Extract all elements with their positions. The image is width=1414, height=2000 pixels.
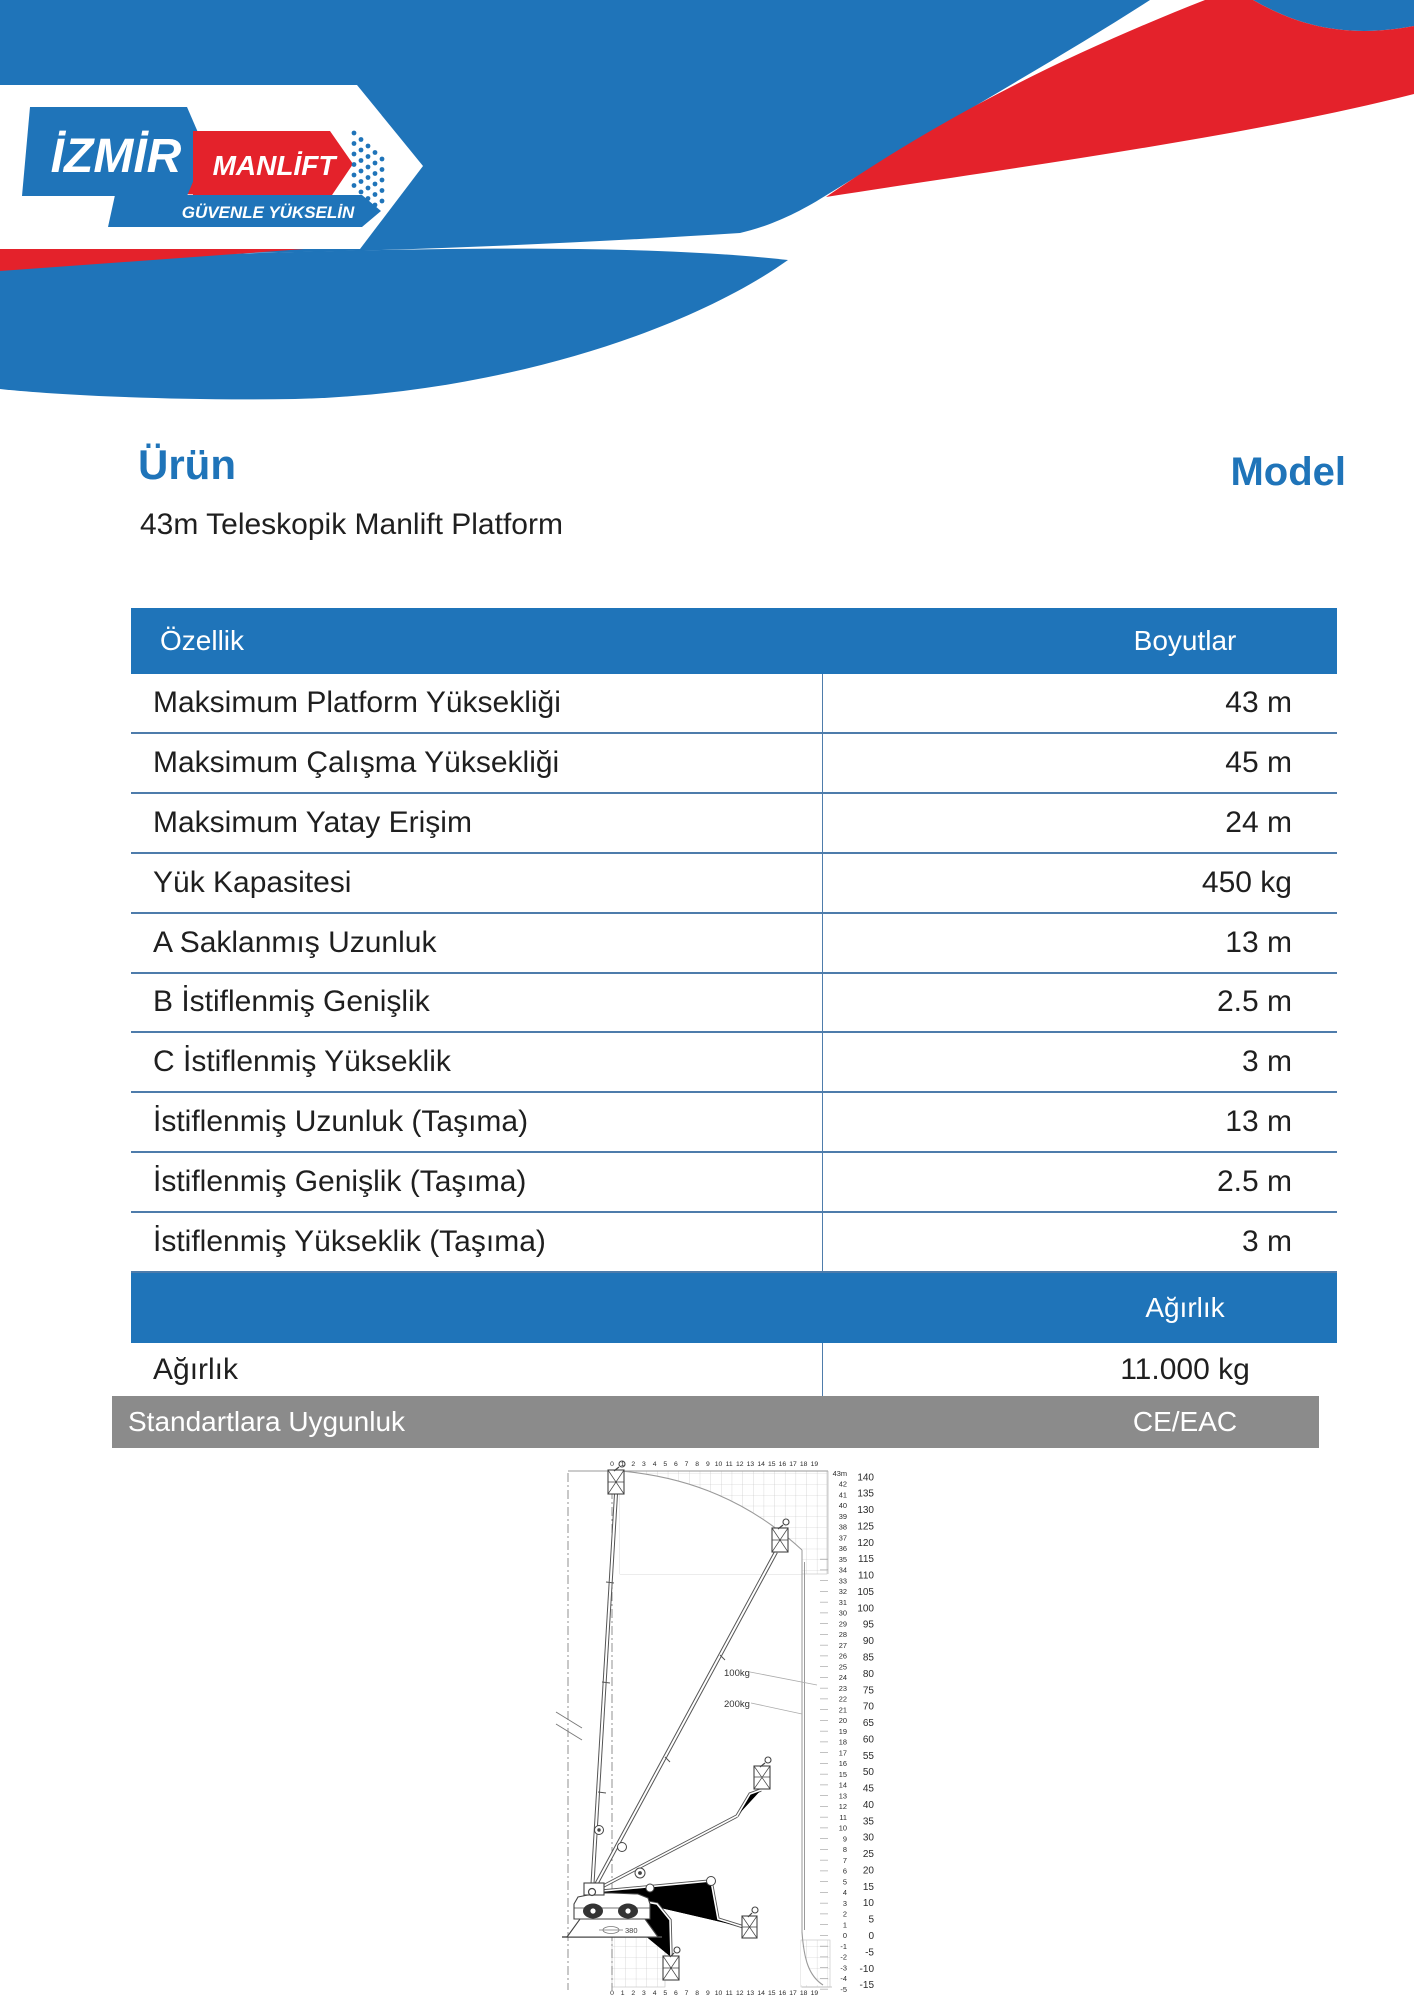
- bottom-ruler: [610, 1990, 818, 1997]
- svg-text:18: 18: [799, 1461, 808, 1468]
- svg-text:9: 9: [705, 1990, 710, 1997]
- svg-text:20: 20: [838, 1716, 847, 1726]
- envelope-vertical: [802, 1550, 805, 1932]
- row-label: Maksimum Platform Yüksekliği: [153, 685, 561, 719]
- row-value: 2.5 m: [1216, 985, 1292, 1019]
- svg-text:8: 8: [695, 1990, 700, 1997]
- column-divider-weight: [822, 1343, 823, 1396]
- svg-text:12: 12: [736, 1990, 744, 1997]
- svg-text:-10: -10: [859, 1963, 874, 1975]
- svg-text:10: 10: [862, 1898, 874, 1910]
- table-row: [131, 1033, 1337, 1093]
- svg-text:10: 10: [714, 1990, 723, 1997]
- column-divider: [822, 674, 823, 1273]
- row-value: 3 m: [1241, 1045, 1292, 1079]
- svg-text:40: 40: [862, 1799, 874, 1811]
- svg-text:90: 90: [862, 1636, 874, 1648]
- svg-text:6: 6: [674, 1990, 678, 1997]
- svg-text:34: 34: [838, 1565, 847, 1575]
- svg-text:35: 35: [838, 1554, 847, 1564]
- svg-text:21: 21: [838, 1705, 847, 1715]
- svg-text:37: 37: [838, 1533, 847, 1543]
- svg-text:3: 3: [642, 1461, 646, 1468]
- svg-text:115: 115: [858, 1554, 874, 1566]
- row-value: 45 m: [1225, 745, 1292, 779]
- svg-text:5: 5: [868, 1914, 874, 1926]
- svg-text:15: 15: [767, 1990, 776, 1997]
- svg-text:17: 17: [789, 1990, 797, 1997]
- svg-text:17: 17: [789, 1461, 797, 1468]
- svg-text:-5: -5: [865, 1947, 874, 1959]
- table-row: [131, 854, 1337, 914]
- row-value: 13 m: [1225, 925, 1292, 959]
- svg-text:135: 135: [857, 1488, 874, 1500]
- boom-diagonal: [592, 1552, 776, 1892]
- svg-text:16: 16: [778, 1461, 787, 1468]
- svg-text:15: 15: [838, 1769, 847, 1779]
- svg-text:100: 100: [857, 1603, 874, 1615]
- standards-label: Standartlara Uygunluk: [128, 1406, 406, 1437]
- working-envelope-diagram: [540, 1452, 880, 2000]
- svg-text:-5: -5: [840, 1984, 847, 1994]
- svg-text:75: 75: [862, 1685, 874, 1697]
- svg-text:12: 12: [736, 1461, 744, 1468]
- svg-text:45: 45: [862, 1783, 874, 1795]
- svg-text:0: 0: [610, 1461, 614, 1468]
- meter-scale: [833, 1469, 847, 1994]
- svg-text:-15: -15: [859, 1980, 874, 1992]
- svg-text:18: 18: [799, 1990, 808, 1997]
- svg-text:8: 8: [695, 1461, 700, 1468]
- table-row: [131, 794, 1337, 854]
- svg-text:0: 0: [842, 1931, 847, 1941]
- row-label: C İstiflenmiş Yükseklik: [153, 1045, 451, 1079]
- logo-izmir-text: İZMİR: [50, 130, 182, 183]
- weight-section-header: [131, 1273, 1337, 1343]
- svg-text:95: 95: [862, 1619, 874, 1631]
- weight-row-label: Ağırlık: [153, 1352, 239, 1386]
- svg-text:19: 19: [810, 1990, 819, 1997]
- table-row: [131, 974, 1337, 1034]
- svg-text:0: 0: [610, 1990, 614, 1997]
- section-label-model: Model: [1230, 450, 1346, 494]
- svg-text:9: 9: [705, 1461, 710, 1468]
- svg-text:5: 5: [842, 1877, 847, 1887]
- row-value: 13 m: [1225, 1105, 1292, 1139]
- svg-text:120: 120: [857, 1537, 874, 1549]
- svg-text:42: 42: [838, 1479, 847, 1489]
- svg-text:5: 5: [663, 1461, 668, 1468]
- table-row: [131, 674, 1337, 734]
- svg-text:60: 60: [862, 1734, 874, 1746]
- table-row: [131, 1213, 1337, 1273]
- svg-text:-1: -1: [840, 1941, 847, 1951]
- svg-text:5: 5: [663, 1990, 668, 1997]
- svg-text:3: 3: [842, 1898, 847, 1908]
- svg-text:40: 40: [838, 1501, 847, 1511]
- svg-text:85: 85: [862, 1652, 874, 1664]
- rotation-label: 380: [625, 1926, 638, 1935]
- svg-text:19: 19: [810, 1461, 819, 1468]
- svg-text:2: 2: [842, 1909, 847, 1919]
- row-label: A Saklanmış Uzunluk: [153, 925, 437, 959]
- svg-text:-3: -3: [840, 1963, 847, 1973]
- section-label-product: Ürün: [138, 441, 236, 488]
- feature-column-header: Özellik: [160, 625, 245, 656]
- svg-text:2: 2: [631, 1990, 636, 1997]
- svg-text:14: 14: [757, 1461, 765, 1468]
- svg-text:50: 50: [862, 1767, 874, 1779]
- dimensions-column-header: Boyutlar: [1133, 625, 1237, 656]
- svg-text:1: 1: [620, 1990, 625, 1997]
- svg-text:6: 6: [842, 1866, 847, 1876]
- svg-text:43m: 43m: [832, 1468, 847, 1478]
- svg-text:13: 13: [746, 1990, 755, 1997]
- svg-text:32: 32: [838, 1587, 847, 1597]
- feet-scale: [857, 1472, 874, 1991]
- svg-text:130: 130: [857, 1505, 874, 1517]
- logo-manlift-text: MANLİFT: [212, 150, 336, 181]
- svg-text:25: 25: [838, 1662, 847, 1672]
- row-label: İstiflenmiş Yükseklik (Taşıma): [153, 1225, 546, 1259]
- svg-text:27: 27: [838, 1640, 847, 1650]
- truck-skirt: [567, 1919, 658, 1937]
- spec-table-header: [131, 608, 1337, 674]
- row-value: 43 m: [1225, 685, 1292, 719]
- table-row: [131, 1153, 1337, 1213]
- weight-section-header-label: Ağırlık: [1145, 1292, 1225, 1323]
- svg-text:4: 4: [652, 1461, 657, 1468]
- header-blue-band: [0, 249, 788, 400]
- svg-text:3: 3: [642, 1990, 646, 1997]
- load-label-100kg: 100kg: [724, 1668, 750, 1679]
- svg-text:7: 7: [684, 1990, 689, 1997]
- row-value: 2.5 m: [1216, 1165, 1292, 1199]
- svg-text:12: 12: [838, 1802, 847, 1812]
- svg-text:8: 8: [842, 1845, 847, 1855]
- svg-text:-2: -2: [840, 1952, 847, 1962]
- svg-text:2: 2: [631, 1461, 636, 1468]
- row-label: Maksimum Yatay Erişim: [153, 805, 472, 839]
- svg-text:10: 10: [714, 1461, 723, 1468]
- weight-row: [131, 1343, 1337, 1396]
- row-label: Maksimum Çalışma Yüksekliği: [153, 745, 560, 779]
- row-label: B İstiflenmiş Genişlik: [153, 985, 430, 1019]
- header-banner-art: [0, 0, 1414, 420]
- svg-text:13: 13: [746, 1461, 755, 1468]
- svg-text:6: 6: [674, 1461, 678, 1468]
- svg-text:7: 7: [842, 1855, 847, 1865]
- svg-text:14: 14: [838, 1780, 847, 1790]
- spec-rows: [131, 674, 1337, 1273]
- svg-text:105: 105: [857, 1586, 874, 1598]
- svg-text:23: 23: [838, 1683, 847, 1693]
- svg-text:4: 4: [652, 1990, 657, 1997]
- svg-text:1: 1: [620, 1461, 625, 1468]
- svg-text:16: 16: [778, 1990, 787, 1997]
- svg-text:20: 20: [862, 1865, 874, 1877]
- svg-text:7: 7: [684, 1461, 689, 1468]
- svg-text:41: 41: [838, 1490, 847, 1500]
- svg-text:140: 140: [857, 1472, 874, 1484]
- logo-tagline-text: GÜVENLE YÜKSELİN: [181, 203, 355, 222]
- svg-text:16: 16: [838, 1759, 847, 1769]
- right-tick-marks: [820, 1559, 828, 1989]
- load-leader-200kg: [751, 1703, 802, 1714]
- svg-text:35: 35: [862, 1816, 874, 1828]
- svg-text:17: 17: [838, 1748, 847, 1758]
- svg-text:22: 22: [838, 1694, 847, 1704]
- svg-text:39: 39: [838, 1511, 847, 1521]
- product-name: 43m Teleskopik Manlift Platform: [140, 508, 563, 541]
- svg-text:11: 11: [725, 1990, 733, 1997]
- svg-text:55: 55: [862, 1750, 874, 1762]
- standards-row: [112, 1396, 1319, 1448]
- svg-text:25: 25: [862, 1849, 874, 1861]
- row-value: 450 kg: [1201, 865, 1292, 899]
- svg-text:24: 24: [838, 1673, 847, 1683]
- svg-text:0: 0: [868, 1931, 874, 1942]
- svg-text:15: 15: [862, 1881, 874, 1893]
- svg-text:110: 110: [858, 1570, 874, 1582]
- svg-text:28: 28: [838, 1630, 847, 1640]
- svg-text:10: 10: [838, 1823, 847, 1833]
- svg-text:9: 9: [842, 1834, 847, 1844]
- svg-text:38: 38: [838, 1522, 847, 1532]
- row-label: İstiflenmiş Genişlik (Taşıma): [153, 1165, 527, 1199]
- svg-text:80: 80: [862, 1668, 874, 1680]
- svg-text:13: 13: [838, 1791, 847, 1801]
- load-leader-100kg: [750, 1672, 817, 1685]
- basket-mid: [754, 1757, 771, 1789]
- load-label-200kg: 200kg: [724, 1699, 750, 1710]
- svg-text:29: 29: [838, 1619, 847, 1629]
- table-row: [131, 914, 1337, 974]
- svg-text:11: 11: [839, 1812, 847, 1822]
- standards-value: CE/EAC: [1132, 1406, 1238, 1437]
- svg-text:-4: -4: [840, 1974, 847, 1984]
- svg-text:125: 125: [857, 1521, 874, 1533]
- svg-text:4: 4: [842, 1888, 847, 1898]
- svg-text:30: 30: [838, 1608, 847, 1618]
- top-ruler: [610, 1461, 818, 1468]
- table-row: [131, 734, 1337, 794]
- svg-text:18: 18: [838, 1737, 847, 1747]
- svg-text:65: 65: [862, 1718, 874, 1730]
- spec-table: [131, 608, 1337, 1396]
- axis-break-mark: [556, 1712, 582, 1740]
- row-value: 24 m: [1225, 805, 1292, 839]
- row-value: 3 m: [1241, 1225, 1292, 1259]
- row-label: İstiflenmiş Uzunluk (Taşıma): [153, 1105, 529, 1139]
- basket-low: [742, 1907, 758, 1938]
- row-label: Yük Kapasitesi: [153, 865, 352, 899]
- weight-row-value: 11.000 kg: [1120, 1352, 1250, 1386]
- svg-text:26: 26: [838, 1651, 847, 1661]
- svg-text:33: 33: [838, 1576, 847, 1586]
- boom-pivot: [589, 1889, 596, 1896]
- svg-text:11: 11: [725, 1461, 733, 1468]
- svg-text:14: 14: [757, 1990, 765, 1997]
- svg-text:19: 19: [838, 1726, 847, 1736]
- table-row: [131, 1093, 1337, 1153]
- svg-text:1: 1: [842, 1920, 847, 1930]
- svg-text:36: 36: [838, 1544, 847, 1554]
- svg-text:30: 30: [862, 1832, 874, 1844]
- svg-text:31: 31: [838, 1597, 847, 1607]
- svg-text:15: 15: [767, 1461, 776, 1468]
- svg-text:70: 70: [862, 1701, 874, 1713]
